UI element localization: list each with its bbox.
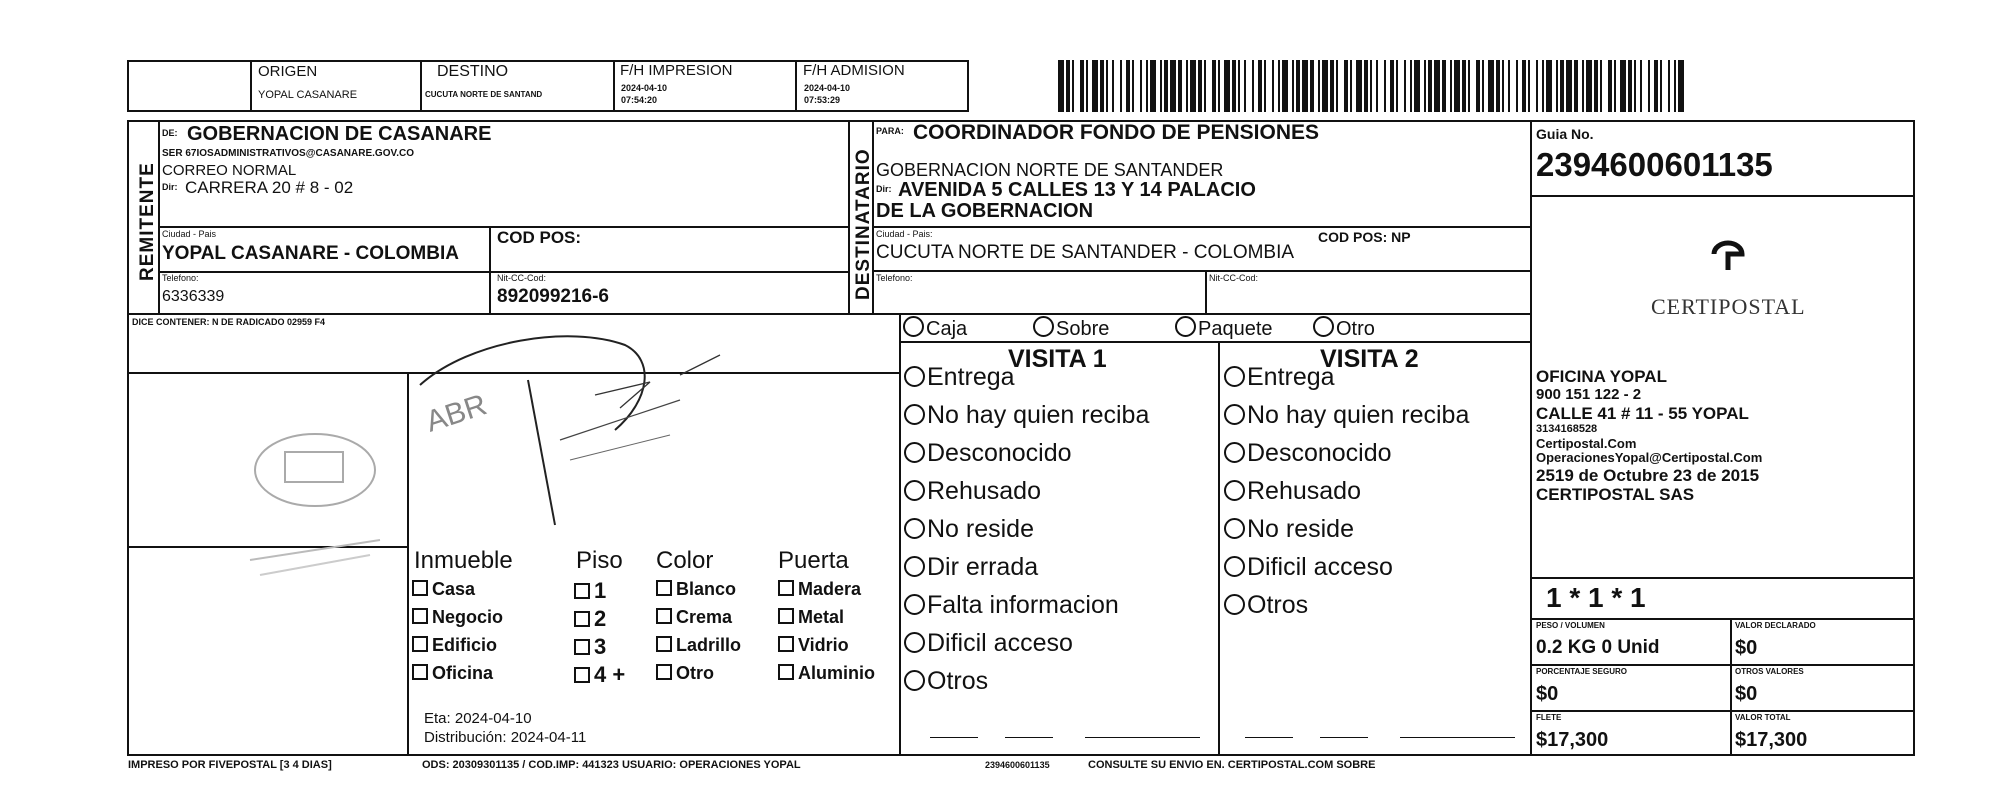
visita1-option[interactable]: Desconocido	[904, 441, 1072, 466]
totals-divider	[1530, 618, 1915, 620]
remitente-divider	[489, 226, 491, 313]
visita1-option[interactable]: Falta informacion	[904, 593, 1119, 618]
barcode-bar	[1330, 60, 1334, 112]
visits-left-border	[899, 313, 901, 756]
checkbox-icon	[778, 664, 794, 680]
barcode-bar	[1450, 60, 1452, 112]
barcode-bar	[1132, 60, 1134, 112]
barcode-bar	[1502, 60, 1504, 112]
stamp-area-divider	[407, 372, 409, 756]
footer-ods: ODS: 20309301135 / COD.IMP: 441323 USUARIO: OPERACIONES YOPAL	[422, 759, 801, 771]
barcode-bar	[1454, 60, 1460, 112]
porcentaje-value: $0	[1536, 683, 1559, 705]
visita2-option[interactable]: Desconocido	[1224, 441, 1392, 466]
barcode-bar	[1648, 60, 1650, 112]
remitente-phone-label: Telefono:	[162, 273, 199, 283]
barcode-bar	[1370, 60, 1372, 112]
barcode-bar	[1224, 60, 1230, 112]
barcode-bar	[1186, 60, 1188, 112]
barcode-bar	[1100, 60, 1104, 112]
barcode-bar	[1072, 60, 1074, 112]
remitente-side-divider	[158, 120, 160, 313]
visita1-option[interactable]: No reside	[904, 517, 1034, 542]
signature-line	[1320, 737, 1368, 738]
barcode-bar	[1278, 60, 1280, 112]
barcode-bar	[1178, 60, 1182, 112]
barcode-bar	[1204, 60, 1206, 112]
radio-icon	[904, 442, 925, 463]
barcode-bar	[1424, 60, 1426, 112]
property-grid	[412, 580, 897, 692]
impresion-date: 2024-04-10	[621, 83, 668, 93]
barcode-bar	[1428, 60, 1432, 112]
packaging-row	[903, 316, 1523, 342]
barcode-bar	[1488, 60, 1494, 112]
remitente-side-label: REMITENTE	[137, 162, 158, 281]
radio-icon	[1224, 442, 1245, 463]
barcode-bar	[1336, 60, 1338, 112]
right-column-border	[1530, 120, 1532, 756]
barcode-bar	[1462, 60, 1466, 112]
stamp-text: ABR	[421, 388, 491, 439]
checkbox-icon	[412, 580, 428, 596]
header-divider	[613, 60, 615, 112]
checkbox-puerta[interactable]: Madera	[778, 580, 861, 598]
visita1-option[interactable]: Entrega	[904, 365, 1015, 390]
visita1-option[interactable]: No hay quien reciba	[904, 403, 1149, 428]
packaging-option-paquete[interactable]: Paquete	[1175, 316, 1273, 341]
checkbox-icon	[778, 608, 794, 624]
checkbox-icon	[574, 611, 590, 627]
visita2-option[interactable]: No reside	[1224, 517, 1354, 542]
checkbox-color[interactable]: Otro	[656, 664, 714, 682]
checkbox-color[interactable]: Blanco	[656, 580, 736, 598]
barcode-bar	[1574, 60, 1578, 112]
peso-label: PESO / VOLUMEN	[1536, 621, 1605, 630]
barcode-bar	[1674, 60, 1676, 112]
barcode-bar	[1218, 60, 1220, 112]
remitente-email: SER 67IOSADMINISTRATIVOS@CASANARE.GOV.CO	[162, 148, 415, 159]
barcode-bar	[1092, 60, 1098, 112]
company-address: CALLE 41 # 11 - 55 YOPAL	[1536, 404, 1749, 423]
packaging-option-caja[interactable]: Caja	[903, 316, 967, 341]
radio-icon	[903, 316, 924, 337]
checkbox-color[interactable]: Crema	[656, 608, 732, 626]
barcode-bar	[1318, 60, 1320, 112]
barcode-bar	[1476, 60, 1480, 112]
origen-label: ORIGEN	[258, 63, 318, 80]
middle-divider	[127, 313, 1530, 315]
svg-text:ABR	[422, 388, 491, 438]
barcode-bar	[1244, 60, 1246, 112]
checkbox-icon	[656, 636, 672, 652]
barcode-bar	[1376, 60, 1378, 112]
admision-label: F/H ADMISION	[803, 62, 905, 79]
barcode-bar	[1496, 60, 1500, 112]
barcode-bar	[1542, 60, 1544, 112]
footer-printed-by: IMPRESO POR FIVEPOSTAL [3 4 DIAS]	[128, 759, 332, 771]
remitente-service: CORREO NORMAL	[162, 162, 297, 179]
destinatario-left-border	[848, 120, 850, 313]
company-email: OperacionesYopal@Certipostal.Com	[1536, 450, 1763, 465]
checkbox-icon	[656, 608, 672, 624]
radio-icon	[1224, 594, 1245, 615]
checkbox-icon	[574, 667, 590, 683]
barcode-bar	[1106, 60, 1108, 112]
barcode-bar	[1170, 60, 1176, 112]
signature-line	[1245, 737, 1293, 738]
radio-icon	[1224, 480, 1245, 501]
barcode-bar	[1146, 60, 1148, 112]
piece-count: 1 * 1 * 1	[1546, 582, 1646, 613]
barcode-bar	[1660, 60, 1662, 112]
radio-icon	[1224, 404, 1245, 425]
checkbox-inmueble[interactable]: Casa	[412, 580, 475, 598]
barcode-bar	[1482, 60, 1484, 112]
barcode-bar	[1594, 60, 1598, 112]
checkbox-icon	[412, 664, 428, 680]
totals-divider	[1530, 710, 1915, 712]
signature-line	[1005, 737, 1053, 738]
radio-icon	[904, 518, 925, 539]
radio-icon	[1224, 556, 1245, 577]
signature-line	[1400, 737, 1515, 738]
barcode-bar	[1322, 60, 1328, 112]
barcode-bar	[1678, 60, 1684, 112]
destinatario-dir-prefix: Dir:	[876, 184, 892, 194]
valor-declarado-label: VALOR DECLARADO	[1735, 621, 1816, 630]
remitente-city-label: Ciudad - Pais	[162, 229, 217, 239]
barcode	[1058, 60, 1688, 112]
remitente-address: CARRERA 20 # 8 - 02	[185, 178, 354, 197]
otros-label: OTROS VALORES	[1735, 667, 1804, 676]
barcode-bar	[1556, 60, 1558, 112]
barcode-bar	[1160, 60, 1162, 112]
company-resolution: 2519 de Octubre 23 de 2015	[1536, 466, 1760, 485]
totals-divider	[1530, 664, 1915, 666]
radio-icon	[1313, 316, 1334, 337]
header-divider	[250, 60, 252, 112]
barcode-bar	[1190, 60, 1196, 112]
barcode-bar	[1150, 60, 1156, 112]
checkbox-icon	[778, 636, 794, 652]
radio-icon	[904, 670, 925, 691]
checkbox-icon	[656, 580, 672, 596]
barcode-bar	[1600, 60, 1602, 112]
barcode-bar	[1212, 60, 1216, 112]
radio-icon	[904, 594, 925, 615]
barcode-bar	[1350, 60, 1352, 112]
barcode-bar	[1282, 60, 1288, 112]
valor-total-value: $17,300	[1735, 729, 1808, 751]
header-divider	[420, 60, 422, 112]
checkbox-icon	[656, 664, 672, 680]
puerta-label: Puerta	[778, 547, 849, 574]
barcode-bar	[1620, 60, 1626, 112]
admision-date: 2024-04-10	[804, 83, 851, 93]
remitente-codpos-label: COD POS:	[497, 228, 582, 247]
remitente-nit: 892099216-6	[497, 286, 609, 307]
flete-value: $17,300	[1536, 729, 1609, 751]
barcode-bar	[1126, 60, 1130, 112]
visita2-option[interactable]: Otros	[1224, 593, 1308, 618]
color-label: Color	[656, 547, 714, 574]
barcode-bar	[1232, 60, 1236, 112]
barcode-bar	[1566, 60, 1572, 112]
barcode-bar	[1390, 60, 1394, 112]
de-prefix: DE:	[162, 128, 178, 138]
radio-icon	[1175, 316, 1196, 337]
barcode-bar	[1536, 60, 1538, 112]
destinatario-nit-label: Nit-CC-Cod:	[1209, 273, 1259, 283]
impresion-time: 07:54:20	[621, 95, 658, 105]
barcode-bar	[1252, 60, 1254, 112]
barcode-bar	[1522, 60, 1526, 112]
destino-value: CUCUTA NORTE DE SANTAND	[425, 90, 543, 99]
checkbox-icon	[412, 636, 428, 652]
destinatario-city-label: Ciudad - Pais:	[876, 229, 933, 239]
visits-divider	[1218, 341, 1220, 756]
barcode-bar	[1364, 60, 1368, 112]
guia-label: Guia No.	[1536, 126, 1594, 142]
checkbox-icon	[412, 608, 428, 624]
barcode-bar	[1080, 60, 1084, 112]
remitente-phone: 6336339	[162, 288, 225, 305]
distribucion-date: Distribución: 2024-04-11	[424, 729, 587, 746]
checkbox-piso[interactable]: 1	[574, 580, 606, 602]
barcode-bar	[1508, 60, 1510, 112]
company-phone: 3134168528	[1536, 423, 1598, 435]
remitente-nit-label: Nit-CC-Cod:	[497, 273, 547, 283]
barcode-bar	[1292, 60, 1294, 112]
checkbox-inmueble[interactable]: Negocio	[412, 608, 503, 626]
visita2-option[interactable]: Rehusado	[1224, 479, 1361, 504]
barcode-bar	[1120, 60, 1122, 112]
visita2-option[interactable]: Dificil acceso	[1224, 555, 1393, 580]
barcode-bar	[1634, 60, 1636, 112]
barcode-bar	[1396, 60, 1398, 112]
destinatario-city: CUCUTA NORTE DE SANTANDER - COLOMBIA	[876, 242, 1295, 263]
barcode-bar	[1198, 60, 1202, 112]
barcode-bar	[1296, 60, 1300, 112]
destino-label: DESTINO	[437, 63, 509, 80]
company-nit: 900 151 122 - 2	[1536, 386, 1642, 403]
checkbox-puerta[interactable]: Aluminio	[778, 664, 875, 682]
barcode-bar	[1560, 60, 1564, 112]
signature-line	[930, 737, 978, 738]
otros-value: $0	[1735, 683, 1758, 705]
barcode-bar	[1310, 60, 1314, 112]
barcode-bar	[1344, 60, 1348, 112]
totals-divider	[1730, 618, 1732, 756]
origen-value: YOPAL CASANARE	[258, 89, 358, 101]
visita1-option[interactable]: Otros	[904, 669, 988, 694]
dir-prefix: Dir:	[162, 182, 178, 192]
piso-label: Piso	[576, 547, 623, 574]
destinatario-side-divider	[872, 120, 874, 313]
packaging-option-otro[interactable]: Otro	[1313, 316, 1375, 341]
radio-icon	[1224, 366, 1245, 387]
destinatario-name: COORDINADOR FONDO DE PENSIONES	[913, 121, 1320, 144]
destinatario-divider	[872, 270, 1530, 272]
visita1-title: VISITA 1	[1008, 345, 1107, 373]
contents-text: DICE CONTENER: N DE RADICADO 02959 F4	[132, 317, 326, 327]
checkbox-inmueble[interactable]: Edificio	[412, 636, 497, 654]
checkbox-piso[interactable]: 3	[574, 636, 606, 658]
destinatario-divider	[872, 226, 1530, 228]
company-web: Certipostal.Com	[1536, 436, 1637, 451]
header-divider	[795, 60, 797, 112]
barcode-bar	[1414, 60, 1420, 112]
certipostal-logo-text: CERTIPOSTAL	[1651, 294, 1806, 319]
barcode-bar	[1468, 60, 1470, 112]
destinatario-address1: AVENIDA 5 CALLES 13 Y 14 PALACIO	[898, 179, 1256, 201]
visita1-option[interactable]: Rehusado	[904, 479, 1041, 504]
visita2-option[interactable]: Entrega	[1224, 365, 1335, 390]
checkbox-icon	[574, 583, 590, 599]
radio-icon	[1033, 316, 1054, 337]
faded-seal	[230, 410, 400, 590]
barcode-bar	[1442, 60, 1446, 112]
barcode-bar	[1628, 60, 1632, 112]
remitente-city: YOPAL CASANARE - COLOMBIA	[162, 243, 459, 264]
admision-time: 07:53:29	[804, 95, 841, 105]
barcode-bar	[1264, 60, 1266, 112]
barcode-bar	[1546, 60, 1552, 112]
inmueble-label: Inmueble	[414, 547, 513, 574]
radio-icon	[904, 632, 925, 653]
barcode-bar	[1258, 60, 1262, 112]
barcode-bar	[1614, 60, 1616, 112]
barcode-bar	[1668, 60, 1670, 112]
barcode-bar	[1608, 60, 1612, 112]
destinatario-side-label: DESTINATARIO	[853, 148, 874, 300]
barcode-bar	[1528, 60, 1530, 112]
barcode-bar	[1404, 60, 1406, 112]
barcode-bar	[1640, 60, 1642, 112]
remitente-name: GOBERNACION DE CASANARE	[187, 123, 492, 145]
checkbox-icon	[778, 580, 794, 596]
visita1-option[interactable]: Dir errada	[904, 555, 1038, 580]
radio-icon	[1224, 518, 1245, 539]
guia-divider	[1530, 195, 1915, 197]
barcode-bar	[1434, 60, 1440, 112]
barcode-bar	[1086, 60, 1088, 112]
visita2-option[interactable]: No hay quien reciba	[1224, 403, 1469, 428]
barcode-bar	[1586, 60, 1592, 112]
radio-icon	[904, 404, 925, 425]
barcode-bar	[1384, 60, 1386, 112]
barcode-bar	[1302, 60, 1308, 112]
destinatario-codpos: COD POS: NP	[1318, 229, 1411, 245]
checkbox-inmueble[interactable]: Oficina	[412, 664, 493, 682]
checkbox-piso[interactable]: 2	[574, 608, 606, 630]
barcode-bar	[1516, 60, 1518, 112]
guia-number: 2394600601135	[1536, 146, 1773, 183]
impresion-label: F/H IMPRESION	[620, 62, 733, 79]
footer-guia: 2394600601135	[985, 760, 1050, 770]
valor-declarado-value: $0	[1735, 637, 1758, 659]
barcode-bar	[1140, 60, 1142, 112]
barcode-bar	[1356, 60, 1362, 112]
para-prefix: PARA:	[876, 126, 904, 136]
destinatario-divider	[1205, 270, 1207, 313]
barcode-bar	[1272, 60, 1274, 112]
certipostal-logo-icon	[1708, 238, 1748, 272]
destinatario-org: GOBERNACION NORTE DE SANTANDER	[876, 160, 1224, 180]
checkbox-piso[interactable]: 4 +	[574, 664, 625, 686]
visita1-option[interactable]: Dificil acceso	[904, 631, 1073, 656]
barcode-bar	[1410, 60, 1412, 112]
piece-count-divider	[1530, 577, 1915, 579]
barcode-bar	[1164, 60, 1168, 112]
barcode-bar	[1582, 60, 1584, 112]
checkbox-puerta[interactable]: Metal	[778, 608, 844, 626]
checkbox-puerta[interactable]: Vidrio	[778, 636, 849, 654]
barcode-bar	[1066, 60, 1070, 112]
eta-date: Eta: 2024-04-10	[424, 710, 532, 727]
company-name: CERTIPOSTAL SAS	[1536, 485, 1695, 504]
packaging-option-sobre[interactable]: Sobre	[1033, 316, 1109, 341]
signature-line	[1085, 737, 1200, 738]
barcode-bar	[1654, 60, 1658, 112]
flete-label: FLETE	[1536, 713, 1562, 722]
valor-total-label: VALOR TOTAL	[1735, 713, 1791, 722]
radio-icon	[904, 366, 925, 387]
peso-value: 0.2 KG 0 Unid	[1536, 637, 1660, 658]
barcode-bar	[1238, 60, 1240, 112]
porcentaje-label: PORCENTAJE SEGURO	[1536, 667, 1627, 676]
radio-icon	[904, 480, 925, 501]
checkbox-icon	[574, 639, 590, 655]
company-office: OFICINA YOPAL	[1536, 367, 1667, 386]
radio-icon	[904, 556, 925, 577]
destinatario-address2: DE LA GOBERNACION	[876, 200, 1094, 222]
receipt-stamp	[410, 320, 800, 550]
barcode-bar	[1112, 60, 1114, 112]
barcode-bar	[1058, 60, 1064, 112]
checkbox-color[interactable]: Ladrillo	[656, 636, 741, 654]
visita2-title: VISITA 2	[1320, 345, 1419, 373]
destinatario-phone-label: Telefono:	[876, 273, 913, 283]
footer-consult: CONSULTE SU ENVIO EN. CERTIPOSTAL.COM SOBRE	[1088, 759, 1376, 771]
